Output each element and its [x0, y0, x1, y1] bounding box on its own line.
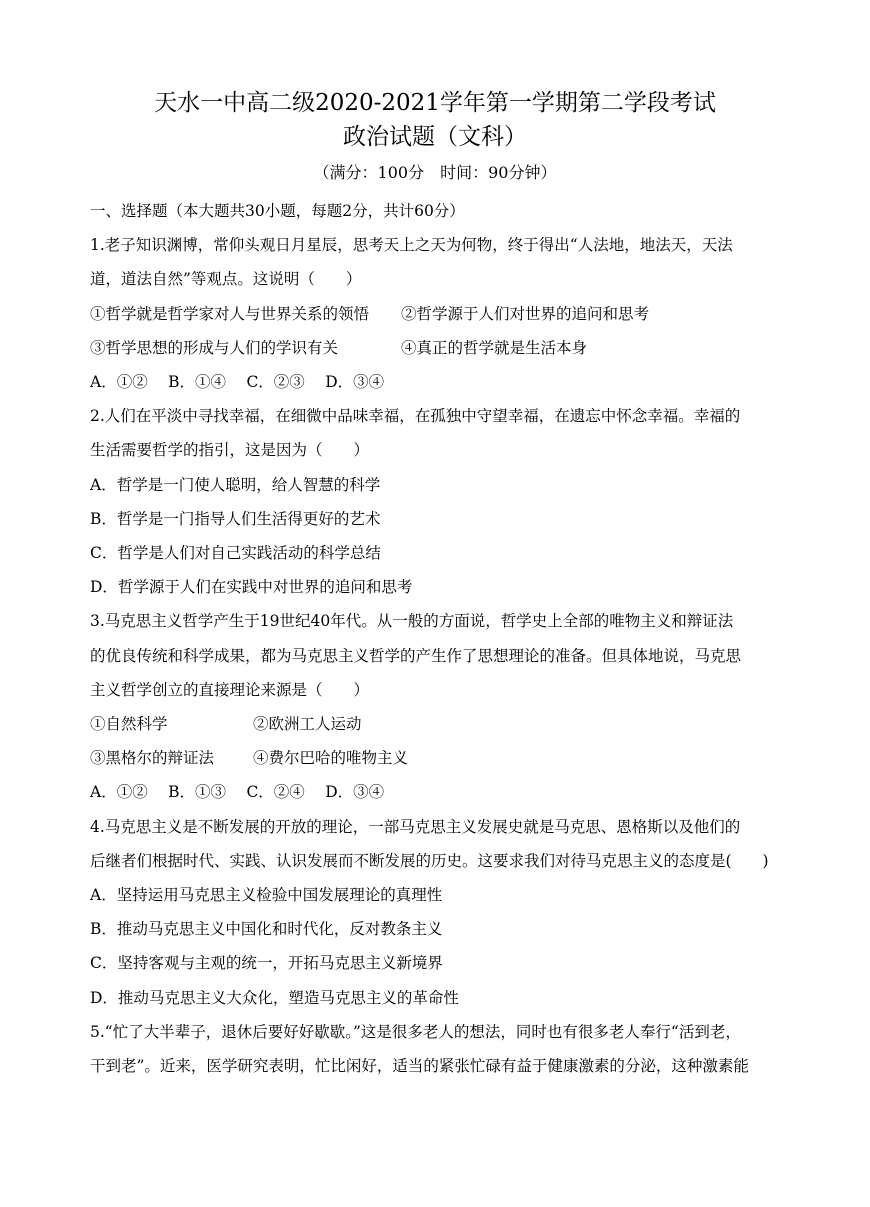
question-stem: 1.老子知识渊博，常仰头观日月星辰，思考天上之天为何物，终于得出“人法地，地法天，天法 [90, 236, 733, 255]
exam-title: 天水一中高二级2020-2021学年第一学期第二学段考试 [154, 90, 716, 116]
question-stem: 生活需要哲学的指引，这是因为（ ） [90, 441, 370, 460]
option-b: B．哲学是一门指导人们生活得更好的艺术 [90, 509, 381, 528]
statement-3: ③哲学思想的形成与人们的学识有关 [90, 338, 339, 357]
answer-choices: A．①② B．①③ C．②④ D．③④ [90, 783, 385, 802]
option-d: D．哲学源于人们在实践中对世界的追问和思考 [90, 578, 413, 597]
answer-choices: A．①② B．①④ C．②③ D．③④ [90, 373, 385, 392]
statement-1: ①自然科学 [90, 715, 168, 734]
question-stem: 干到老”。近来，医学研究表明，忙比闲好，适当的紧张忙碌有益于健康激素的分泌，这种激素能 [90, 1057, 749, 1076]
statement-row [90, 741, 780, 775]
exam-subtitle: 政治试题（文科） [343, 124, 527, 150]
question-stem: 的优良传统和科学成果，都为马克思主义哲学的产生作了思想理论的准备。但具体地说，马克思 [90, 646, 742, 665]
question-3 [90, 604, 780, 809]
question-stem: 2.人们在平淡中寻找幸福，在细微中品味幸福，在孤独中守望幸福，在遗忘中怀念幸福。幸福的 [90, 407, 741, 426]
option-c: C．坚持客观与主观的统一，开拓马克思主义新境界 [90, 954, 443, 973]
option-c: C．哲学是人们对自己实践活动的科学总结 [90, 544, 381, 563]
question-2 [90, 399, 780, 604]
question-stem: 5.“忙了大半辈子，退休后要好好歇歇。”这是很多老人的想法，同时也有很多老人奉行“活到老， [90, 1022, 741, 1041]
statement-row [90, 297, 780, 331]
statement-1: ①哲学就是哲学家对人与世界关系的领悟 [90, 304, 370, 323]
statement-row [90, 707, 780, 741]
question-1 [90, 228, 780, 399]
section-heading: 一、选择题（本大题共30小题，每题2分，共计60分） [90, 202, 465, 220]
question-stem: 主义哲学创立的直接理论来源是（ ） [90, 680, 370, 699]
statement-4: ④费尔巴哈的唯物主义 [253, 749, 409, 768]
exam-meta: （满分：100分 时间：90分钟） [313, 163, 557, 182]
question-stem: 3.马克思主义哲学产生于19世纪40年代。从一般的方面说，哲学史上全部的唯物主义和辩证法 [90, 612, 734, 631]
statement-2: ②哲学源于人们对世界的追问和思考 [401, 304, 650, 323]
option-b: B．推动马克思主义中国化和时代化，反对教条主义 [90, 920, 443, 939]
option-a: A．坚持运用马克思主义检验中国发展理论的真理性 [90, 886, 443, 905]
question-5 [90, 1015, 780, 1083]
statement-4: ④真正的哲学就是生活本身 [401, 338, 588, 357]
option-d: D．推动马克思主义大众化，塑造马克思主义的革命性 [90, 988, 459, 1007]
question-stem: 后继者们根据时代、实践、认识发展而不断发展的历史。这要求我们对待马克思主义的态度是( ) [90, 851, 769, 870]
question-4 [90, 810, 780, 1015]
statement-row [90, 331, 780, 365]
statement-3: ③黑格尔的辩证法 [90, 749, 215, 768]
statement-2: ②欧洲工人运动 [253, 715, 362, 734]
question-stem: 4.马克思主义是不断发展的开放的理论，一部马克思主义发展史就是马克思、恩格斯以及他们的 [90, 817, 741, 836]
option-a: A．哲学是一门使人聪明，给人智慧的科学 [90, 475, 381, 494]
question-stem: 道，道法自然”等观点。这说明（ ） [90, 270, 362, 289]
